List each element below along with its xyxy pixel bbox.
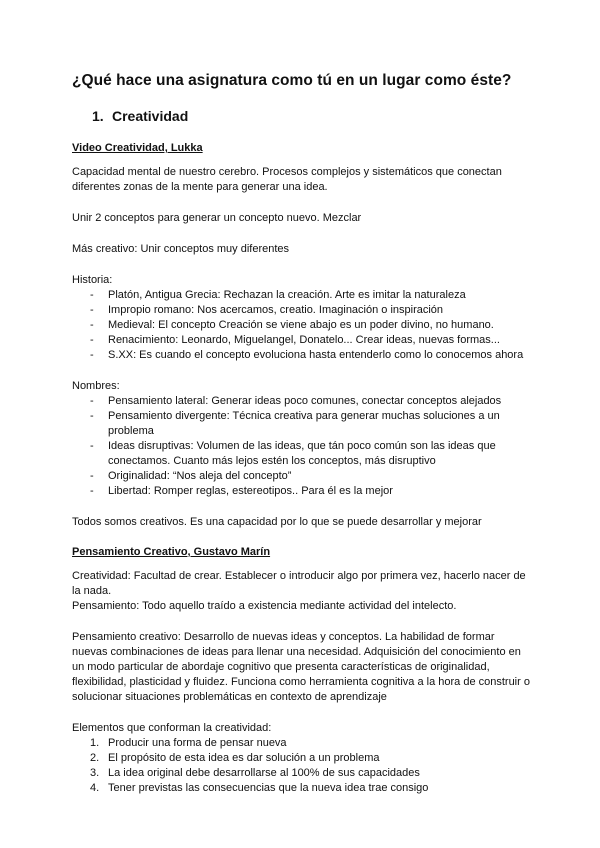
list-item: - Pensamiento divergente: Técnica creativa para generar muchas soluciones a un problema [90,410,500,437]
nombres-label: Nombres: [72,380,120,392]
section-label: Creatividad [112,108,189,124]
document-page [72,70,532,796]
list-item: - Ideas disruptivas: Volumen de las ideas, que tán poco común son las ideas que conectamos. Cuanto más lejos estén los conceptos, más disruptivo [90,440,496,467]
video-paragraph-2: Unir 2 conceptos para generar un concepto nuevo. Mezclar [72,212,362,224]
elementos-list [72,736,532,796]
definition-creatividad: Creatividad: Facultad de crear. Establecer o introducir algo por primera vez, hacerlo nacer de la nada. [72,570,526,597]
definition-pensamiento-creativo: Pensamiento creativo: Desarrollo de nuevas ideas y conceptos. La habilidad de formar nuevas combinaciones de ideas para llenar una necesidad. Adquisición del conocimiento en un modo particular de abordaje cognitivo que presenta características de originalidad, flexibilidad, plasticidad y fluidez. Funciona como herramienta cognitiva a la hora de construir o solucionar situaciones problemáticas en contexto de aprendizaje [72,631,530,703]
nombres-list [72,394,532,499]
section-heading [92,106,532,126]
list-item: - Platón, Antigua Grecia: Rechazan la creación. Arte es imitar la naturaleza [90,289,466,301]
video-paragraph-1: Capacidad mental de nuestro cerebro. Procesos complejos y sistemáticos que conectan diferentes zonas de la mente para generar una idea. [72,166,502,193]
pensamiento-heading: Pensamiento Creativo, Gustavo Marín [72,546,271,558]
list-item: - Originalidad: “Nos aleja del concepto” [90,470,292,482]
list-item: - Pensamiento lateral: Generar ideas poco comunes, conectar conceptos alejados [90,395,502,407]
list-item: 2. El propósito de esta idea es dar solución a un problema [90,752,380,764]
list-item: - Renacimiento: Leonardo, Miguelangel, Donatelo... Crear ideas, nuevas formas... [90,334,500,346]
list-item: 4. Tener previstas las consecuencias que la nueva idea trae consigo [90,782,429,794]
video-paragraph-3: Más creativo: Unir conceptos muy diferentes [72,243,290,255]
section-number: 1. [92,108,104,124]
definition-pensamiento: Pensamiento: Todo aquello traído a existencia mediante actividad del intelecto. [72,600,457,612]
list-item: - Libertad: Romper reglas, estereotipos.. Para él es la mejor [90,485,393,497]
elementos-label: Elementos que conforman la creatividad: [72,722,272,734]
video-heading: Video Creatividad, Lukka [72,142,203,154]
list-item: 1. Producir una forma de pensar nueva [90,737,287,749]
document-title: ¿Qué hace una asignatura como tú en un lugar como éste? [72,72,512,89]
historia-label: Historia: [72,274,113,286]
list-item: - S.XX: Es cuando el concepto evoluciona hasta entenderlo como lo conocemos ahora [90,349,524,361]
list-item: - Impropio romano: Nos acercamos, creatio. Imaginación o inspiración [90,304,444,316]
list-item: 3. La idea original debe desarrollarse al 100% de sus capacidades [90,767,420,779]
video-closing: Todos somos creativos. Es una capacidad por lo que se puede desarrollar y mejorar [72,516,482,528]
list-item: - Medieval: El concepto Creación se viene abajo es un poder divino, no humano. [90,319,494,331]
historia-list [72,288,532,363]
